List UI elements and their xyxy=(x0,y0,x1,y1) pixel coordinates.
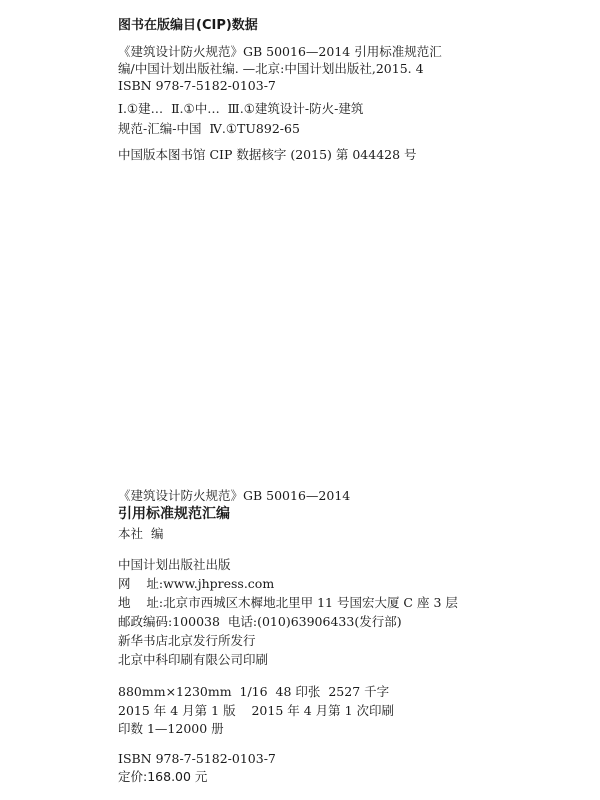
format-line: 880mm×1230mm 1/16 48 印张 2527 千字 xyxy=(118,684,390,699)
cip-classification-2: 规范-汇编-中国 Ⅳ.①TU892-65 xyxy=(118,121,300,136)
series-title: 《建筑设计防火规范》GB 50016—2014 xyxy=(118,488,351,503)
cip-classification-1: Ⅰ.①建… Ⅱ.①中… Ⅲ.①建筑设计-防火-建筑 xyxy=(118,101,364,116)
isbn-line: ISBN 978-7-5182-0103-7 xyxy=(118,751,276,766)
printer-line: 北京中科印刷有限公司印刷 xyxy=(118,652,269,667)
cip-isbn: ISBN 978-7-5182-0103-7 xyxy=(118,78,276,93)
author-line: 本社 编 xyxy=(118,526,164,541)
edition-line: 2015 年 4 月第 1 版 2015 年 4 月第 1 次印刷 xyxy=(118,703,395,718)
contact-line: 邮政编码:100038 电话:(010)63906433(发行部) xyxy=(118,614,402,629)
address-line: 地 址:北京市西城区木樨地北里甲 11 号国宏大厦 C 座 3 层 xyxy=(118,595,458,610)
print-run-line: 印数 1—12000 册 xyxy=(118,721,224,736)
cip-line-1: 《建筑设计防火规范》GB 50016—2014 引用标准规范汇 xyxy=(118,44,442,59)
cip-heading: 图书在版编目(CIP)数据 xyxy=(118,18,258,33)
price-line: 定价:168.00 元 xyxy=(118,769,208,784)
publisher-line: 中国计划出版社出版 xyxy=(118,557,231,572)
cip-line-2: 编/中国计划出版社编. —北京:中国计划出版社,2015. 4 xyxy=(118,61,424,76)
cip-verification-number: 中国版本图书馆 CIP 数据核字 (2015) 第 044428 号 xyxy=(118,147,417,162)
book-title: 引用标准规范汇编 xyxy=(118,506,230,522)
website-line: 网 址:www.jhpress.com xyxy=(118,576,275,591)
distributor-line: 新华书店北京发行所发行 xyxy=(118,633,256,648)
